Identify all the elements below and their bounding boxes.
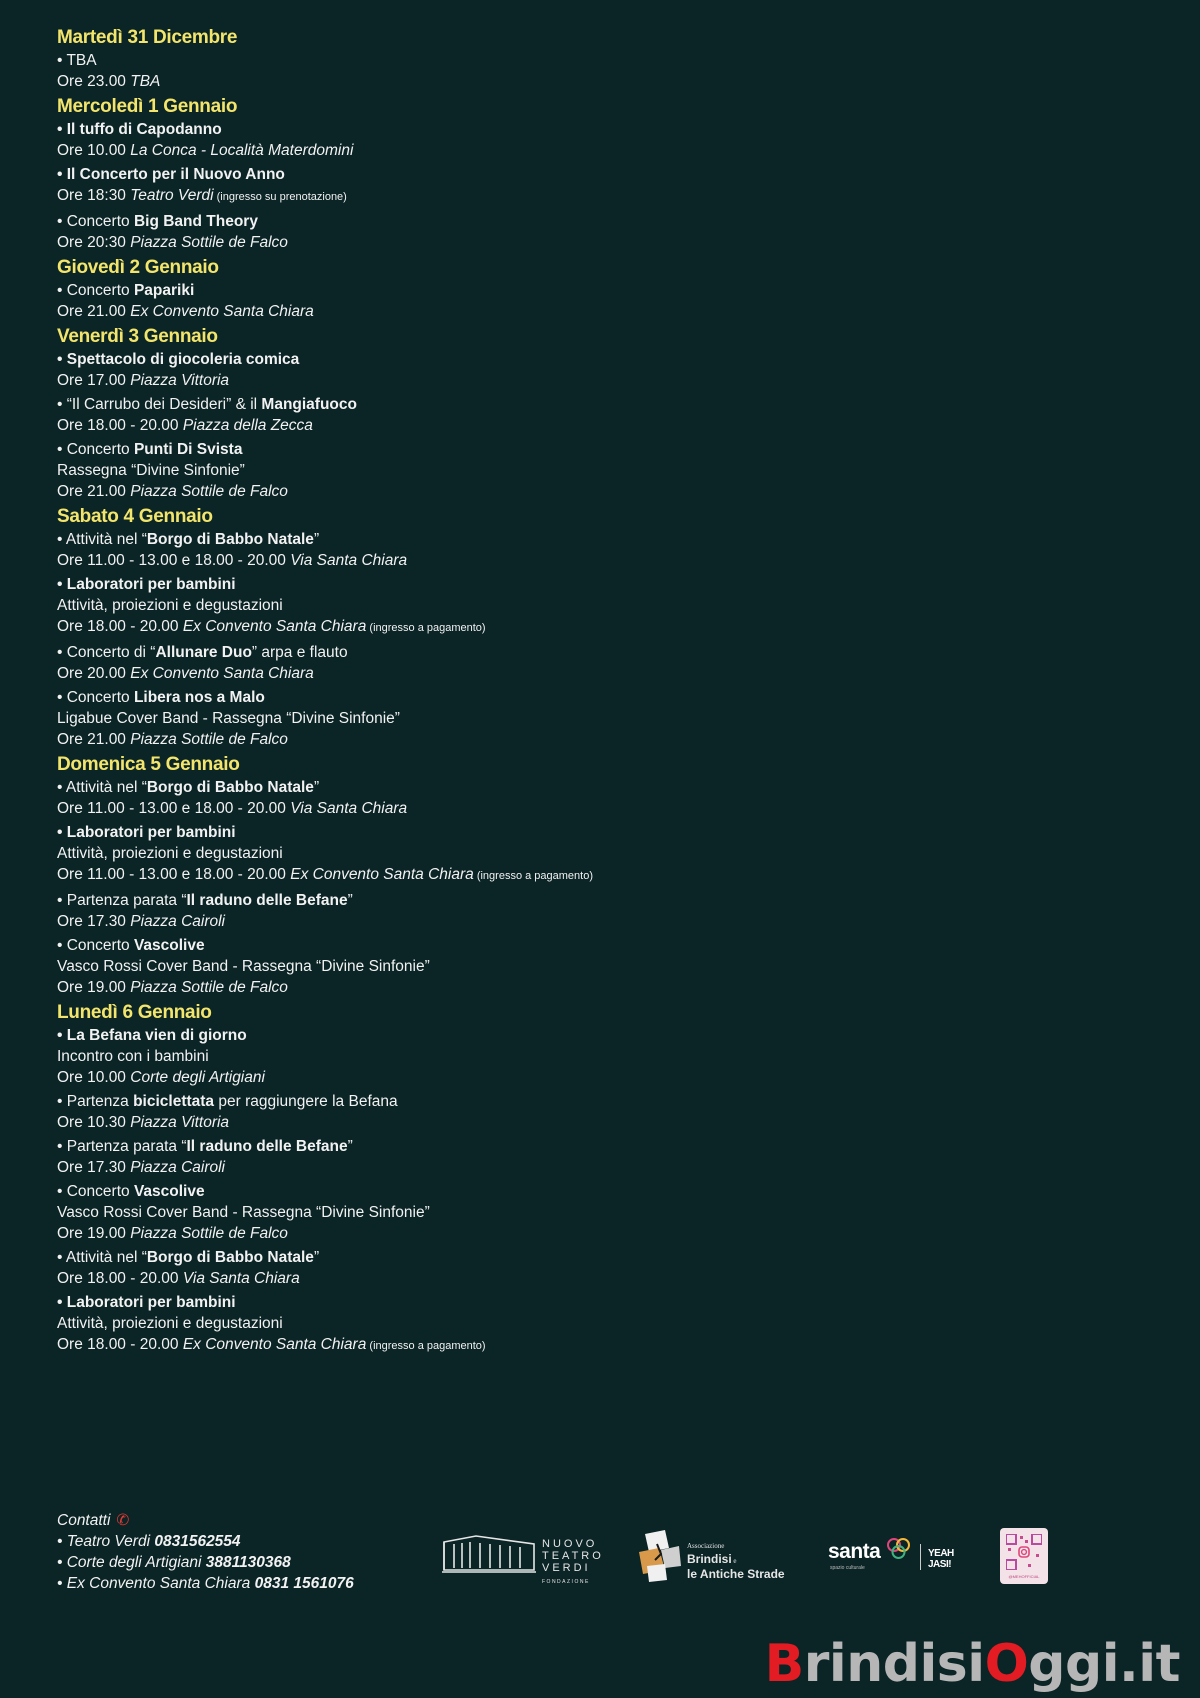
text-segment: Ore 20.00: [57, 665, 131, 682]
text-segment: Big Band Theory: [133, 213, 258, 230]
day-section: [57, 753, 1157, 998]
event-item: [57, 349, 1157, 391]
day-title: Giovedì 2 Gennaio: [57, 257, 219, 278]
event-item: [57, 1025, 1157, 1088]
text-segment: Piazza della Zecca: [182, 417, 313, 434]
event-title-line: [57, 211, 1157, 232]
stones-icon: [635, 1530, 683, 1582]
day-section: [57, 325, 1157, 502]
text-segment: • Il tuffo di Capodanno: [57, 121, 222, 138]
event-item: [57, 777, 1157, 819]
text-segment: Piazza Vittoria: [130, 372, 230, 389]
text-segment: Piazza Sottile de Falco: [130, 234, 288, 251]
event-title-line: [57, 642, 1157, 663]
text-segment: Ex Convento Santa Chiara: [130, 303, 314, 320]
text-segment: Via Santa Chiara: [182, 1270, 300, 1287]
event-item: [57, 822, 1157, 887]
text-segment: • Partenza parata “: [57, 892, 187, 909]
event-detail-line: [57, 956, 1157, 977]
brindisi-logo-text: Associazione Brindisi e le Antiche Strade: [687, 1542, 785, 1581]
text-segment: Via Santa Chiara: [290, 552, 408, 569]
text-segment: (ingresso a pagamento): [473, 870, 593, 882]
day-title: Mercoledì 1 Gennaio: [57, 96, 238, 117]
event-item: [57, 50, 1157, 92]
text-segment: (ingresso a pagamento): [366, 622, 486, 634]
event-detail-line: [57, 301, 1157, 322]
text-segment: Ore 18.00 - 20.00: [57, 417, 183, 434]
event-detail-line: [57, 616, 1157, 639]
day-title: Martedì 31 Dicembre: [57, 27, 238, 48]
event-detail-line: [57, 370, 1157, 391]
event-item: [57, 1091, 1157, 1133]
event-item: [57, 529, 1157, 571]
logo-separator: [920, 1544, 921, 1570]
event-detail-line: [57, 1067, 1157, 1088]
event-item: [57, 574, 1157, 639]
text-segment: • Attività nel “: [57, 779, 147, 796]
text-segment: Il raduno delle Befane: [186, 892, 348, 909]
text-segment: Ore 18:30: [57, 187, 131, 204]
text-segment: Piazza Sottile de Falco: [130, 1225, 288, 1242]
text-segment: Piazza Vittoria: [130, 1114, 230, 1131]
text-segment: Rassegna “Divine Sinfonie”: [57, 462, 245, 479]
text-segment: • Concerto: [57, 1183, 134, 1200]
text-segment: Vascolive: [133, 1183, 205, 1200]
text-segment: Attività, proiezioni e degustazioni: [57, 1315, 283, 1332]
event-detail-line: [57, 1112, 1157, 1133]
event-detail-line: [57, 595, 1157, 616]
text-segment: Ore 10.30: [57, 1114, 131, 1131]
event-detail-line: [57, 729, 1157, 750]
text-segment: Ex Convento Santa Chiara: [182, 1336, 367, 1353]
text-segment: (ingresso su prenotazione): [213, 191, 347, 203]
event-detail-line: [57, 1046, 1157, 1067]
day-section: [57, 505, 1157, 750]
text-segment: Ore 18.00 - 20.00: [57, 618, 183, 635]
text-segment: • Laboratori per bambini: [57, 1294, 236, 1311]
text-segment: Piazza Sottile de Falco: [130, 731, 288, 748]
text-segment: • Partenza: [57, 1093, 134, 1110]
event-title-line: [57, 1247, 1157, 1268]
text-segment: Ex Convento Santa Chiara: [182, 618, 367, 635]
event-item: [57, 119, 1157, 161]
text-segment: • Concerto: [57, 441, 134, 458]
event-item: [57, 439, 1157, 502]
text-segment: Ore 11.00 - 13.00 e 18.00 - 20.00: [57, 800, 291, 817]
text-segment: ”: [313, 779, 320, 796]
event-title-line: [57, 439, 1157, 460]
event-program: [57, 26, 1157, 1360]
event-title-line: [57, 1136, 1157, 1157]
event-title-line: [57, 935, 1157, 956]
text-segment: Ligabue Cover Band - Rassegna “Divine Sinfonie”: [57, 710, 400, 727]
text-segment: Ore 10.00: [57, 1069, 131, 1086]
text-segment: Incontro con i bambini: [57, 1048, 209, 1065]
brindisi-antiche-strade-logo: [635, 1530, 815, 1586]
event-item: [57, 1136, 1157, 1178]
event-item: [57, 1292, 1157, 1357]
event-detail-line: [57, 185, 1157, 208]
contact-row: [57, 1531, 417, 1552]
qr-code-icon: [1006, 1534, 1042, 1570]
day-title: Venerdì 3 Gennaio: [57, 326, 218, 347]
santa-spazio-culturale-logo: santa spazio culturale YEAH JASI!: [828, 1530, 978, 1586]
event-detail-line: [57, 1202, 1157, 1223]
text-segment: • Attività nel “: [57, 531, 147, 548]
event-item: [57, 164, 1157, 208]
text-segment: Ore 21.00: [57, 731, 131, 748]
rings-icon: [886, 1536, 912, 1560]
event-detail-line: [57, 232, 1157, 253]
event-title-line: [57, 822, 1157, 843]
text-segment: • Spettacolo di giocoleria comica: [57, 351, 300, 368]
text-segment: Ex Convento Santa Chiara: [130, 665, 314, 682]
text-segment: TBA: [130, 73, 161, 90]
text-segment: Ore 18.00 - 20.00: [57, 1336, 183, 1353]
text-segment: Ore 19.00: [57, 1225, 131, 1242]
day-section: [57, 1001, 1157, 1357]
text-segment: Ore 21.00: [57, 483, 131, 500]
event-detail-line: [57, 460, 1157, 481]
text-segment: Borgo di Babbo Natale: [146, 531, 314, 548]
text-segment: (ingresso a pagamento): [366, 1340, 486, 1352]
contact-name: • Teatro Verdi: [57, 1533, 155, 1550]
text-segment: Piazza Cairoli: [130, 1159, 226, 1176]
event-detail-line: [57, 1268, 1157, 1289]
text-segment: Ore 19.00: [57, 979, 131, 996]
event-detail-line: [57, 977, 1157, 998]
event-title-line: [57, 119, 1157, 140]
event-title-line: [57, 890, 1157, 911]
contact-phone: 0831562554: [154, 1533, 241, 1550]
text-segment: Ore 17.00: [57, 372, 131, 389]
text-segment: Via Santa Chiara: [290, 800, 408, 817]
text-segment: Libera nos a Malo: [133, 689, 265, 706]
contact-phone: 3881130368: [205, 1554, 291, 1571]
contacts-section: [57, 1510, 417, 1594]
text-segment: Vascolive: [133, 937, 205, 954]
contact-phone: 0831 1561076: [254, 1575, 354, 1592]
event-title-line: [57, 50, 1157, 71]
text-segment: • Concerto di “: [57, 644, 156, 661]
event-title-line: [57, 1091, 1157, 1112]
event-detail-line: [57, 798, 1157, 819]
event-title-line: [57, 1292, 1157, 1313]
event-detail-line: [57, 1313, 1157, 1334]
text-segment: per raggiungere la Befana: [214, 1093, 398, 1110]
text-segment: biciclettata: [133, 1093, 215, 1110]
text-segment: Ore 21.00: [57, 303, 131, 320]
event-item: [57, 687, 1157, 750]
event-title-line: [57, 687, 1157, 708]
text-segment: Borgo di Babbo Natale: [146, 779, 314, 796]
text-segment: La Conca - Località Materdomini: [130, 142, 354, 159]
event-item: [57, 1247, 1157, 1289]
event-detail-line: [57, 663, 1157, 684]
event-item: [57, 642, 1157, 684]
event-detail-line: [57, 708, 1157, 729]
event-item: [57, 1181, 1157, 1244]
text-segment: Ore 10.00: [57, 142, 131, 159]
text-segment: Ore 17.30: [57, 913, 131, 930]
text-segment: Piazza Cairoli: [130, 913, 226, 930]
text-segment: • Concerto: [57, 213, 134, 230]
theatre-building-icon: [440, 1530, 538, 1576]
text-segment: Allunare Duo: [155, 644, 252, 661]
text-segment: Ore 18.00 - 20.00: [57, 1270, 183, 1287]
nuovo-teatro-verdi-logo: [440, 1530, 610, 1586]
text-segment: Ore 17.30: [57, 1159, 131, 1176]
event-detail-line: [57, 481, 1157, 502]
event-item: [57, 394, 1157, 436]
event-detail-line: [57, 550, 1157, 571]
event-detail-line: [57, 1334, 1157, 1357]
text-segment: Ore 23.00: [57, 73, 131, 90]
event-detail-line: [57, 140, 1157, 161]
brindisioggi-watermark: BrindisiOggi.it: [764, 1634, 1180, 1694]
event-detail-line: [57, 864, 1157, 887]
text-segment: • TBA: [57, 52, 97, 69]
text-segment: Teatro Verdi: [130, 187, 214, 204]
text-segment: • “Il Carrubo dei Desideri” & il: [57, 396, 262, 413]
contacts-title: Contatti ✆: [57, 1512, 130, 1529]
instagram-qr-code: @MEHOFFICIAL: [1000, 1528, 1048, 1584]
event-title-line: [57, 280, 1157, 301]
event-title-line: [57, 574, 1157, 595]
text-segment: • Concerto: [57, 282, 134, 299]
event-title-line: [57, 1025, 1157, 1046]
event-item: [57, 935, 1157, 998]
contact-row: [57, 1573, 417, 1594]
contact-name: • Ex Convento Santa Chiara: [57, 1575, 255, 1592]
text-segment: ”: [313, 531, 320, 548]
text-segment: • Attività nel “: [57, 1249, 147, 1266]
day-title: Lunedì 6 Gennaio: [57, 1002, 212, 1023]
event-title-line: [57, 777, 1157, 798]
sponsor-logos: [440, 1530, 1060, 1590]
day-section: [57, 26, 1157, 92]
event-detail-line: [57, 1157, 1157, 1178]
day-title: Domenica 5 Gennaio: [57, 754, 240, 775]
text-segment: Piazza Sottile de Falco: [130, 483, 288, 500]
text-segment: Corte degli Artigiani: [130, 1069, 265, 1086]
contact-name: • Corte degli Artigiani: [57, 1554, 206, 1571]
text-segment: ”: [313, 1249, 320, 1266]
text-segment: Attività, proiezioni e degustazioni: [57, 597, 283, 614]
event-title-line: [57, 1181, 1157, 1202]
day-section: [57, 95, 1157, 253]
text-segment: Ex Convento Santa Chiara: [290, 866, 474, 883]
event-title-line: [57, 394, 1157, 415]
text-segment: Punti Di Svista: [133, 441, 243, 458]
day-title: Sabato 4 Gennaio: [57, 506, 213, 527]
day-section: [57, 256, 1157, 322]
text-segment: • Concerto: [57, 937, 134, 954]
text-segment: Vasco Rossi Cover Band - Rassegna “Divine Sinfonie”: [57, 958, 430, 975]
text-segment: • Il Concerto per il Nuovo Anno: [57, 166, 285, 183]
text-segment: Piazza Sottile de Falco: [130, 979, 288, 996]
text-segment: Ore 20:30: [57, 234, 131, 251]
event-detail-line: [57, 911, 1157, 932]
event-item: [57, 280, 1157, 322]
text-segment: ”: [347, 892, 353, 909]
text-segment: Mangiafuoco: [261, 396, 357, 413]
event-title-line: [57, 529, 1157, 550]
event-item: [57, 890, 1157, 932]
text-segment: • Concerto: [57, 689, 134, 706]
text-segment: • Laboratori per bambini: [57, 576, 236, 593]
event-detail-line: [57, 843, 1157, 864]
text-segment: • La Befana vien di giorno: [57, 1027, 247, 1044]
contact-row: [57, 1552, 417, 1573]
text-segment: ” arpa e flauto: [251, 644, 348, 661]
text-segment: Ore 11.00 - 13.00 e 18.00 - 20.00: [57, 866, 291, 883]
event-detail-line: [57, 415, 1157, 436]
text-segment: • Partenza parata “: [57, 1138, 187, 1155]
text-segment: ”: [347, 1138, 353, 1155]
phone-icon: ✆: [116, 1512, 130, 1529]
event-detail-line: [57, 71, 1157, 92]
event-item: [57, 211, 1157, 253]
text-segment: • Laboratori per bambini: [57, 824, 236, 841]
text-segment: Ore 11.00 - 13.00 e 18.00 - 20.00: [57, 552, 291, 569]
text-segment: Il raduno delle Befane: [186, 1138, 348, 1155]
text-segment: Vasco Rossi Cover Band - Rassegna “Divine Sinfonie”: [57, 1204, 430, 1221]
text-segment: Attività, proiezioni e degustazioni: [57, 845, 283, 862]
event-title-line: [57, 164, 1157, 185]
event-title-line: [57, 349, 1157, 370]
verdi-logo-text: NUOVO TEATRO VERDI FONDAZIONE: [542, 1538, 604, 1585]
contact-list: [57, 1531, 417, 1594]
text-segment: Papariki: [133, 282, 195, 299]
text-segment: Borgo di Babbo Natale: [146, 1249, 314, 1266]
event-detail-line: [57, 1223, 1157, 1244]
